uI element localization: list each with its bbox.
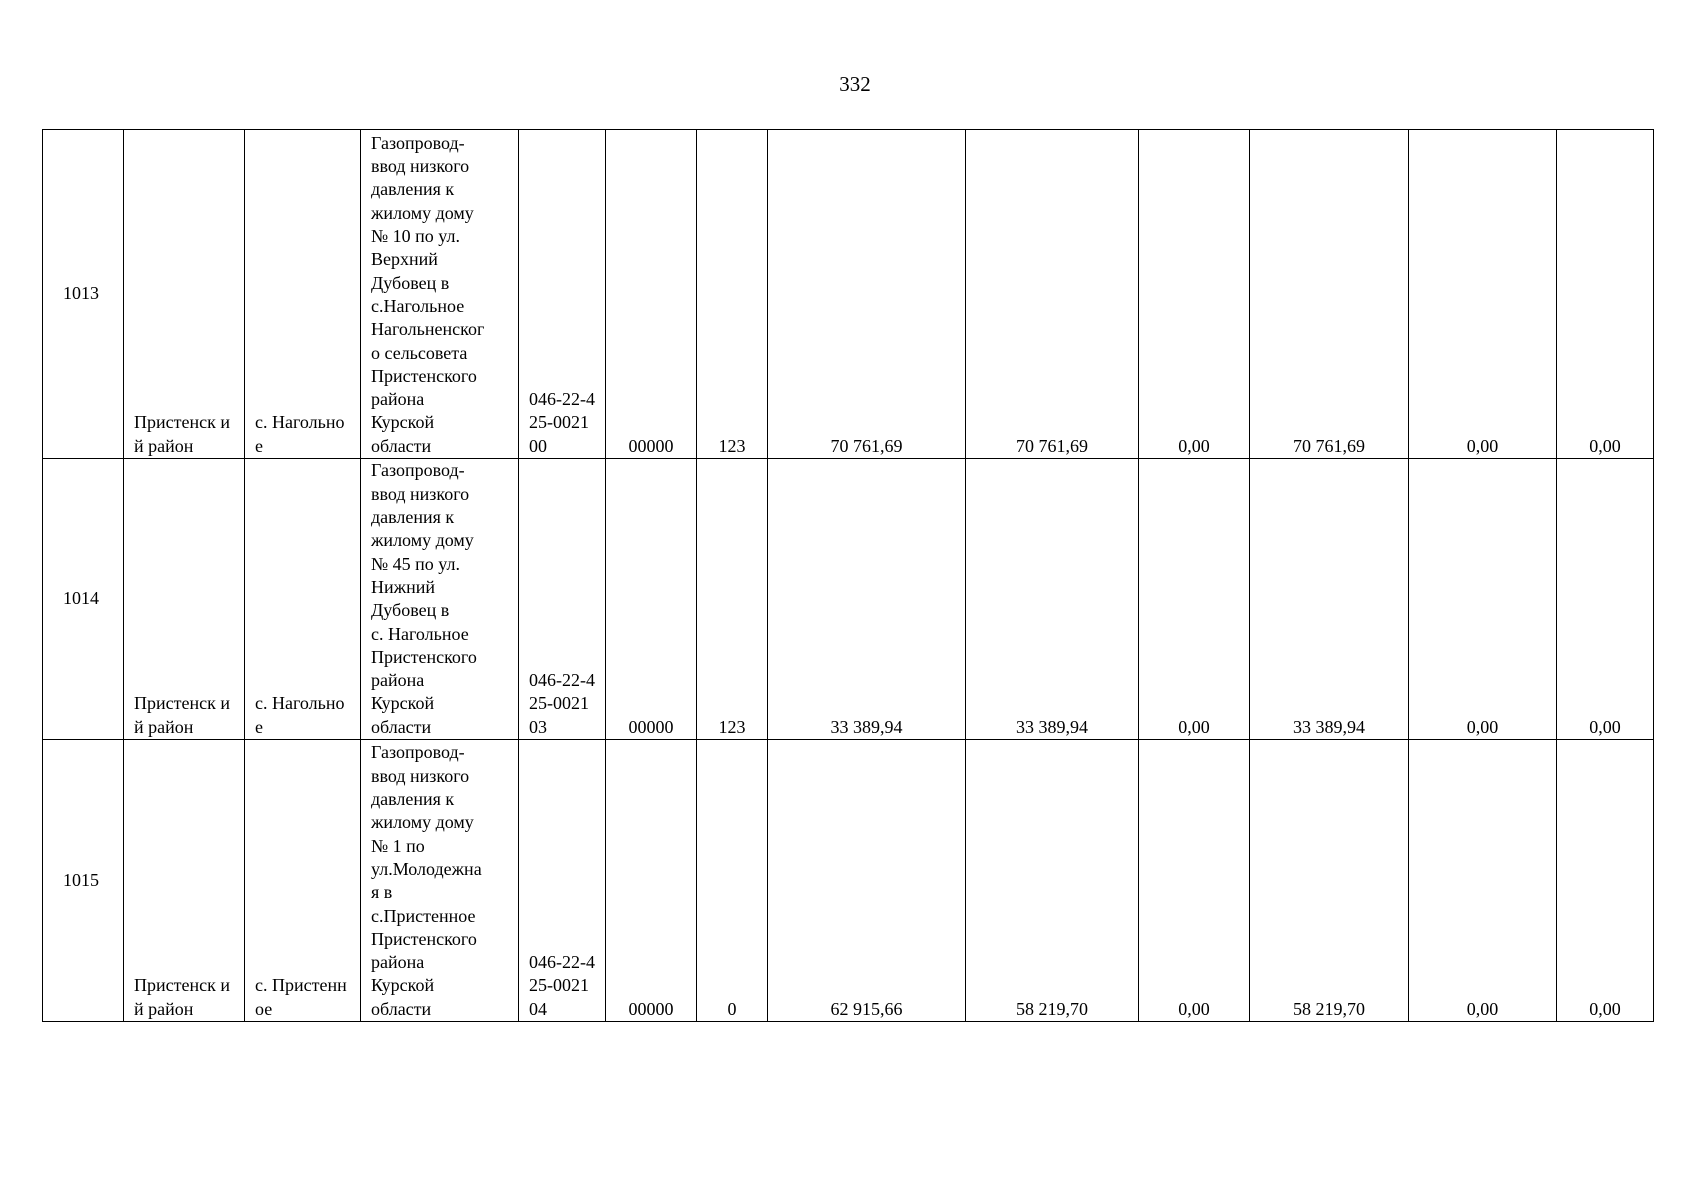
value-cell-6: 0,00 xyxy=(1557,130,1654,459)
page-number: 332 xyxy=(839,72,871,96)
account-cell: 123 xyxy=(697,130,768,459)
value-cell-4: 70 761,69 xyxy=(1250,130,1409,459)
account-cell: 123 xyxy=(697,459,768,740)
value-cell-5: 0,00 xyxy=(1409,130,1557,459)
settlement-cell: с. Пристенн ое xyxy=(245,740,361,1022)
table-row xyxy=(43,740,1654,1022)
district-cell: Пристенск ий район xyxy=(124,740,245,1022)
district-cell: Пристенск ий район xyxy=(124,130,245,459)
value-cell-3: 0,00 xyxy=(1139,740,1250,1022)
row-number-cell: 1013 xyxy=(43,130,124,459)
row-number-cell: 1014 xyxy=(43,459,124,740)
value-cell-1: 70 761,69 xyxy=(768,130,966,459)
code-cell: 00000 xyxy=(606,740,697,1022)
value-cell-2: 33 389,94 xyxy=(966,459,1139,740)
code-cell: 00000 xyxy=(606,459,697,740)
settlement-cell: с. Нагольное xyxy=(245,130,361,459)
code-cell: 00000 xyxy=(606,130,697,459)
registry-code-cell: 046-22-425-002103 xyxy=(519,459,606,740)
value-cell-2: 70 761,69 xyxy=(966,130,1139,459)
value-cell-3: 0,00 xyxy=(1139,459,1250,740)
settlement-cell: с. Нагольное xyxy=(245,459,361,740)
registry-code-cell: 046-22-425-002104 xyxy=(519,740,606,1022)
account-cell: 0 xyxy=(697,740,768,1022)
value-cell-1: 33 389,94 xyxy=(768,459,966,740)
value-cell-4: 58 219,70 xyxy=(1250,740,1409,1022)
value-cell-1: 62 915,66 xyxy=(768,740,966,1022)
value-cell-6: 0,00 xyxy=(1557,459,1654,740)
value-cell-3: 0,00 xyxy=(1139,130,1250,459)
value-cell-5: 0,00 xyxy=(1409,740,1557,1022)
row-number-cell: 1015 xyxy=(43,740,124,1022)
table-row xyxy=(43,130,1654,459)
value-cell-6: 0,00 xyxy=(1557,740,1654,1022)
district-cell: Пристенск ий район xyxy=(124,459,245,740)
value-cell-2: 58 219,70 xyxy=(966,740,1139,1022)
object-name-cell: Газопровод- ввод низкого давления к жилому дому № 45 по ул. Нижний Дубовец в с. Нагольное Пристенского района Курской области xyxy=(361,459,519,740)
value-cell-4: 33 389,94 xyxy=(1250,459,1409,740)
object-name-cell: Газопровод- ввод низкого давления к жилому дому № 10 по ул. Верхний Дубовец в с.Нагольное Нагольненског о сельсовета Пристенского района Курской области xyxy=(361,130,519,459)
object-name-cell: Газопровод- ввод низкого давления к жилому дому № 1 по ул.Молодежна я в с.Пристенное Пристенского района Курской области xyxy=(361,740,519,1022)
register-table xyxy=(42,129,1654,1022)
table-row xyxy=(43,459,1654,740)
registry-code-cell: 046-22-425-002100 xyxy=(519,130,606,459)
value-cell-5: 0,00 xyxy=(1409,459,1557,740)
